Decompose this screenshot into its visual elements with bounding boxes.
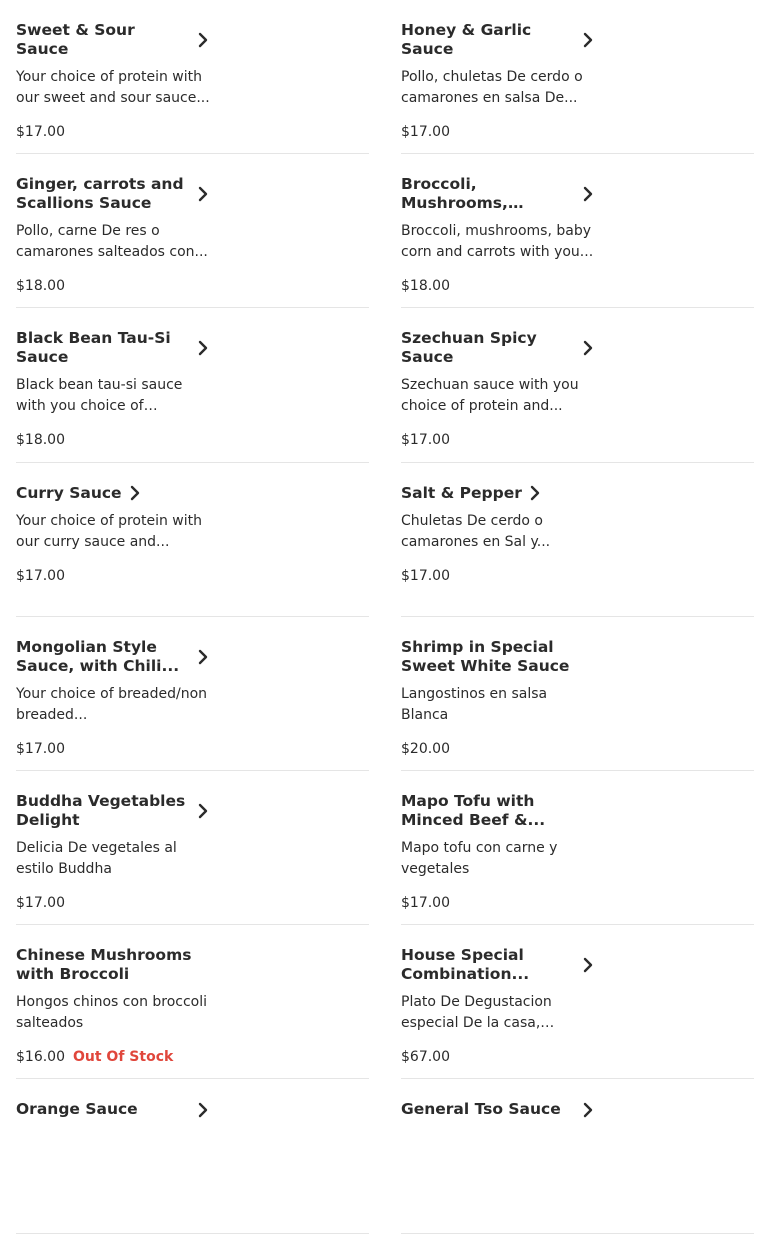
menu-item-header bbox=[401, 1100, 595, 1119]
menu-item-header bbox=[401, 329, 595, 367]
menu-item-description: Mapo tofu con carne y vegetales bbox=[401, 839, 558, 877]
menu-item-card[interactable] bbox=[401, 154, 754, 308]
menu-item-header bbox=[401, 638, 595, 676]
menu-item-card[interactable] bbox=[16, 154, 369, 308]
chevron-right-icon[interactable] bbox=[581, 957, 595, 973]
menu-item-header bbox=[401, 484, 595, 503]
chevron-right-icon[interactable] bbox=[196, 340, 210, 356]
menu-item-footer bbox=[401, 894, 754, 912]
menu-item-footer bbox=[401, 567, 754, 585]
menu-item-price: $18.00 bbox=[16, 432, 65, 449]
menu-item-description: Broccoli, mushrooms, baby corn and carrots with you... bbox=[401, 223, 594, 261]
menu-item-description: Szechuan sauce with you choice of protein and... bbox=[401, 377, 579, 415]
menu-item-price: $67.00 bbox=[401, 1049, 450, 1066]
menu-item-footer bbox=[16, 277, 369, 295]
menu-item-card[interactable] bbox=[401, 925, 754, 1079]
menu-item-header bbox=[16, 792, 210, 830]
menu-item-card[interactable] bbox=[16, 0, 369, 154]
chevron-right-icon[interactable] bbox=[196, 803, 210, 819]
menu-item-card[interactable] bbox=[16, 1079, 369, 1233]
chevron-right-icon[interactable] bbox=[528, 485, 542, 501]
menu-item-name[interactable]: Mongolian Style Sauce, with Chili... bbox=[16, 637, 180, 675]
menu-item-name[interactable]: Sweet & Sour Sauce bbox=[16, 21, 135, 58]
menu-item-price: $18.00 bbox=[401, 278, 450, 295]
menu-item-description: Pollo, carne De res o camarones salteados con... bbox=[16, 223, 208, 261]
menu-item-card[interactable] bbox=[401, 463, 754, 617]
menu-item-name[interactable]: Black Bean Tau-Si Sauce bbox=[16, 329, 171, 367]
menu-item-header bbox=[401, 21, 595, 59]
menu-item-name[interactable]: Orange Sauce bbox=[16, 1100, 138, 1119]
chevron-right-icon[interactable] bbox=[128, 485, 142, 501]
menu-item-description: Langostinos en salsa Blanca bbox=[401, 685, 548, 723]
menu-item-name[interactable]: Chinese Mushrooms with Broccoli bbox=[16, 946, 192, 984]
menu-item-footer bbox=[16, 431, 369, 449]
menu-item-description: Your choice of protein with our sweet and sour sauce... bbox=[16, 69, 210, 106]
menu-item-price: $17.00 bbox=[16, 124, 65, 140]
chevron-right-icon[interactable] bbox=[581, 1102, 595, 1118]
menu-item-price: $17.00 bbox=[401, 432, 450, 449]
chevron-right-icon[interactable] bbox=[581, 186, 595, 202]
menu-item-description: Delicia De vegetales al estilo Buddha bbox=[16, 839, 177, 877]
menu-item-header bbox=[16, 1100, 210, 1119]
chevron-right-icon[interactable] bbox=[196, 186, 210, 202]
menu-item-header bbox=[16, 484, 210, 503]
menu-item-header bbox=[16, 329, 210, 367]
menu-item-card[interactable] bbox=[16, 617, 369, 771]
chevron-right-icon[interactable] bbox=[196, 32, 210, 48]
menu-item-price: $20.00 bbox=[401, 740, 450, 757]
menu-item-footer bbox=[16, 123, 369, 141]
out-of-stock-badge: Out Of Stock bbox=[73, 1049, 174, 1066]
menu-item-price: $17.00 bbox=[401, 567, 450, 584]
menu-item-name[interactable]: Mapo Tofu with Minced Beef &... bbox=[401, 791, 546, 829]
menu-item-header bbox=[16, 946, 210, 984]
menu-item-name[interactable]: Honey & Garlic Sauce bbox=[401, 21, 532, 58]
menu-item-name[interactable]: House Special Combination... bbox=[401, 946, 530, 984]
menu-item-price: $17.00 bbox=[16, 567, 65, 584]
menu-item-header bbox=[16, 638, 210, 676]
menu-item-footer bbox=[401, 740, 754, 758]
menu-item-header bbox=[401, 946, 595, 984]
menu-item-footer bbox=[16, 567, 369, 585]
chevron-right-icon[interactable] bbox=[581, 32, 595, 48]
menu-item-name[interactable]: General Tso Sauce bbox=[401, 1100, 561, 1119]
menu-item-price: $17.00 bbox=[401, 124, 450, 140]
menu-item-card bbox=[401, 617, 754, 771]
menu-item-card bbox=[16, 925, 369, 1079]
menu-item-footer bbox=[16, 1048, 369, 1066]
menu-item-name[interactable]: Shrimp in Special Sweet White Sauce bbox=[401, 637, 570, 675]
menu-item-price: $17.00 bbox=[16, 740, 65, 757]
menu-item-card[interactable] bbox=[16, 308, 369, 462]
menu-item-header bbox=[16, 175, 210, 213]
menu-item-footer bbox=[401, 431, 754, 449]
menu-item-card[interactable] bbox=[401, 0, 754, 154]
menu-item-name[interactable]: Curry Sauce bbox=[16, 483, 122, 502]
chevron-right-icon[interactable] bbox=[196, 649, 210, 665]
menu-item-description: Pollo, chuletas De cerdo o camarones en salsa De... bbox=[401, 69, 583, 106]
menu-item-name[interactable]: Szechuan Spicy Sauce bbox=[401, 329, 537, 367]
menu-item-footer bbox=[16, 894, 369, 912]
menu-item-footer bbox=[401, 1048, 754, 1066]
menu-item-footer bbox=[401, 123, 754, 141]
menu-item-card[interactable] bbox=[401, 1079, 754, 1233]
menu-item-card[interactable] bbox=[401, 308, 754, 462]
menu-item-footer bbox=[401, 277, 754, 295]
menu-item-description: Your choice of protein with our curry sauce and... bbox=[16, 512, 202, 550]
menu-item-header bbox=[401, 175, 595, 213]
menu-item-description: Plato De Degustacion especial De la casa, bbox=[401, 994, 552, 1032]
menu-item-name[interactable]: Broccoli, Mushrooms, bbox=[401, 175, 508, 213]
menu-item-header bbox=[16, 21, 210, 59]
menu-item-name[interactable]: Salt & Pepper bbox=[401, 483, 522, 502]
menu-item-price: $17.00 bbox=[16, 894, 65, 911]
menu-item-description: Black bean tau-si sauce with you choice of bbox=[16, 377, 183, 415]
menu-item-description: Hongos chinos con broccoli salteados bbox=[16, 994, 208, 1032]
menu-item-card bbox=[401, 771, 754, 925]
menu-item-price: $18.00 bbox=[16, 278, 65, 295]
menu-item-price: $16.00 bbox=[16, 1049, 65, 1066]
menu-item-footer bbox=[16, 740, 369, 758]
menu-item-header bbox=[401, 792, 595, 830]
menu-item-card[interactable] bbox=[16, 463, 369, 617]
menu-item-price: $17.00 bbox=[401, 894, 450, 911]
menu-item-description: Your choice of breaded/non breaded... bbox=[16, 685, 208, 723]
menu-item-description: Chuletas De cerdo o camarones en Sal y... bbox=[401, 512, 551, 550]
menu-item-name[interactable]: Buddha Vegetables Delight bbox=[16, 791, 186, 829]
chevron-right-icon[interactable] bbox=[581, 340, 595, 356]
menu-item-name[interactable]: Ginger, carrots and Scallions Sauce bbox=[16, 175, 184, 213]
menu-item-card[interactable] bbox=[16, 771, 369, 925]
chevron-right-icon[interactable] bbox=[196, 1102, 210, 1118]
